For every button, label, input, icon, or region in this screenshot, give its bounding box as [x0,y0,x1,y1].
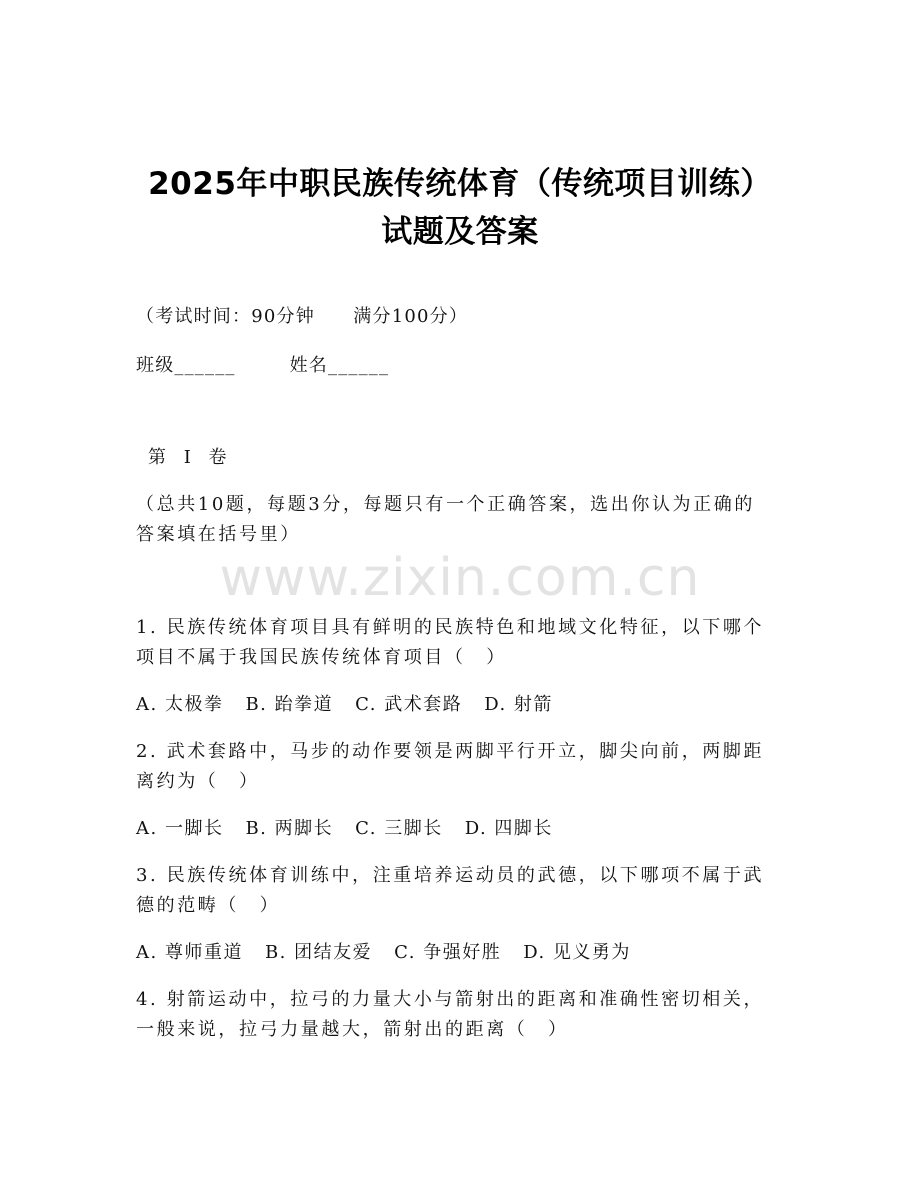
question-1-options [136,690,553,716]
question-2-line2: 离约为（ ） [136,771,260,792]
section-instruction-line2: 答案填在括号里） [136,524,301,545]
question-3-options [136,938,631,964]
student-info-row [136,351,389,377]
question-2-options [136,814,553,840]
name-field-label: 姓名______ [289,355,390,376]
question-2-option-a: A. 一脚长 [136,818,224,839]
class-field-label: 班级______ [136,355,236,376]
section-instruction-line1: （总共10题，每题3分，每题只有一个正确答案，选出你认为正确的 [136,494,755,515]
question-1-option-d: D. 射箭 [484,694,553,715]
exam-time-info: （考试时间：90分钟 满分100分） [136,306,469,327]
question-1-option-a: A. 太极拳 [136,694,224,715]
question-3-option-b: B. 团结友爱 [264,942,373,963]
document-title-line1: 2025年中职民族传统体育（传统项目训练） [148,166,772,202]
question-2-option-c: C. 三脚长 [355,818,443,839]
watermark: www.zixin.com.cn [219,548,701,608]
question-1-option-c: C. 武术套路 [355,694,463,715]
question-3-line1: 3. 民族传统体育训练中，注重培养运动员的武德，以下哪项不属于武 [136,865,765,886]
question-4-line1: 4. 射箭运动中，拉弓的力量大小与箭射出的距离和准确性密切相关， [136,989,765,1010]
question-2-option-b: B. 两脚长 [245,818,334,839]
question-2-option-d: D. 四脚长 [464,818,553,839]
question-1-line2: 项目不属于我国民族传统体育项目（ ） [136,647,507,668]
question-3-line2: 德的范畴（ ） [136,895,281,916]
question-2-line1: 2. 武术套路中，马步的动作要领是两脚平行开立，脚尖向前，两脚距 [136,741,765,762]
section-heading: 第 I 卷 [148,447,233,468]
document-title-line2: 试题及答案 [381,214,539,250]
question-3-option-a: A. 尊师重道 [136,942,243,963]
question-1-line1: 1. 民族传统体育项目具有鲜明的民族特色和地域文化特征，以下哪个 [136,617,765,638]
question-3-option-c: C. 争强好胜 [394,942,502,963]
question-4-line2: 一般来说，拉弓力量越大，箭射出的距离（ ） [136,1019,569,1040]
question-1-option-b: B. 跆拳道 [245,694,334,715]
question-3-option-d: D. 见义勇为 [523,942,631,963]
